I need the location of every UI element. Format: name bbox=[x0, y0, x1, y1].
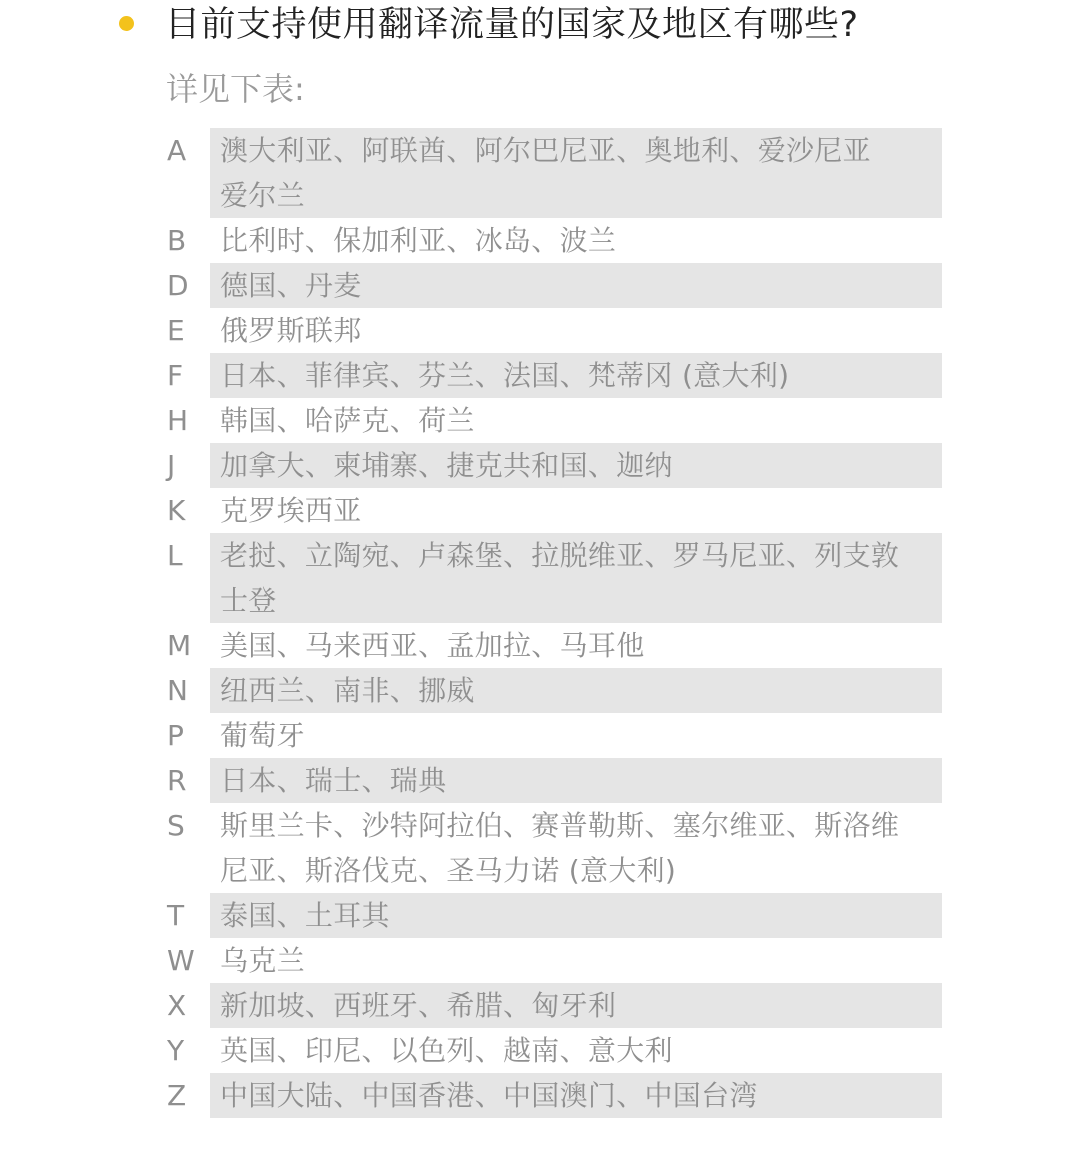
row-letter: X bbox=[167, 989, 187, 1022]
row-countries: 韩国、哈萨克、荷兰 bbox=[220, 404, 475, 437]
table-row-a bbox=[163, 128, 942, 218]
row-letter: E bbox=[167, 314, 185, 347]
table-row-w bbox=[163, 938, 942, 983]
row-letter: P bbox=[167, 719, 184, 752]
row-countries: 乌克兰 bbox=[220, 944, 305, 977]
row-letter: D bbox=[167, 269, 189, 302]
table-row-n bbox=[163, 668, 942, 713]
row-letter: A bbox=[167, 134, 187, 167]
row-countries: 加拿大、柬埔寨、捷克共和国、迦纳 bbox=[210, 443, 942, 488]
row-countries: 泰国、土耳其 bbox=[210, 893, 942, 938]
table-row-x bbox=[163, 983, 942, 1028]
row-countries: 德国、丹麦 bbox=[210, 263, 942, 308]
row-letter: T bbox=[167, 899, 185, 932]
row-countries: 克罗埃西亚 bbox=[220, 494, 362, 527]
row-countries: 葡萄牙 bbox=[220, 719, 305, 752]
row-countries: 英国、印尼、以色列、越南、意大利 bbox=[220, 1034, 673, 1067]
row-letter: Z bbox=[167, 1079, 187, 1112]
row-countries: 俄罗斯联邦 bbox=[220, 314, 362, 347]
table-row-f bbox=[163, 353, 942, 398]
row-countries: 斯里兰卡、沙特阿拉伯、赛普勒斯、塞尔维亚、斯洛维 尼亚、斯洛伐克、圣马力诺 (意大利) bbox=[220, 809, 900, 887]
row-countries: 中国大陆、中国香港、中国澳门、中国台湾 bbox=[210, 1073, 942, 1118]
row-letter: J bbox=[167, 449, 176, 482]
row-letter: S bbox=[167, 809, 185, 842]
row-letter: M bbox=[167, 629, 192, 662]
row-countries: 日本、菲律宾、芬兰、法国、梵蒂冈 (意大利) bbox=[210, 353, 942, 398]
row-letter: F bbox=[167, 359, 184, 392]
table-row-p bbox=[163, 713, 942, 758]
see-table-subtitle: 详见下表: bbox=[166, 70, 305, 108]
row-letter: K bbox=[167, 494, 186, 527]
row-countries: 日本、瑞士、瑞典 bbox=[210, 758, 942, 803]
row-countries: 比利时、保加利亚、冰岛、波兰 bbox=[220, 224, 617, 257]
row-countries: 老挝、立陶宛、卢森堡、拉脱维亚、罗马尼亚、列支敦 士登 bbox=[210, 533, 942, 623]
row-countries: 新加坡、西班牙、希腊、匈牙利 bbox=[210, 983, 942, 1028]
row-countries: 美国、马来西亚、孟加拉、马耳他 bbox=[220, 629, 645, 662]
table-row-k bbox=[163, 488, 942, 533]
row-countries: 澳大利亚、阿联酋、阿尔巴尼亚、奥地利、爱沙尼亚 爱尔兰 bbox=[210, 128, 942, 218]
row-countries: 纽西兰、南非、挪威 bbox=[210, 668, 942, 713]
faq-question-title: 目前支持使用翻译流量的国家及地区有哪些? bbox=[165, 5, 859, 45]
row-letter: R bbox=[167, 764, 187, 797]
bullet-dot-icon bbox=[119, 16, 134, 31]
table-row-z bbox=[163, 1073, 942, 1118]
table-row-m bbox=[163, 623, 942, 668]
row-letter: H bbox=[167, 404, 189, 437]
table-row-d bbox=[163, 263, 942, 308]
row-letter: Y bbox=[167, 1034, 185, 1067]
row-letter: N bbox=[167, 674, 188, 707]
row-letter: B bbox=[167, 224, 187, 257]
country-table bbox=[163, 128, 942, 1118]
table-row-l bbox=[163, 533, 942, 623]
table-row-y bbox=[163, 1028, 942, 1073]
table-row-j bbox=[163, 443, 942, 488]
table-row-t bbox=[163, 893, 942, 938]
table-row-s bbox=[163, 803, 942, 893]
table-row-b bbox=[163, 218, 942, 263]
table-row-e bbox=[163, 308, 942, 353]
table-row-r bbox=[163, 758, 942, 803]
row-letter: W bbox=[167, 944, 195, 977]
row-letter: L bbox=[167, 539, 183, 572]
table-row-h bbox=[163, 398, 942, 443]
